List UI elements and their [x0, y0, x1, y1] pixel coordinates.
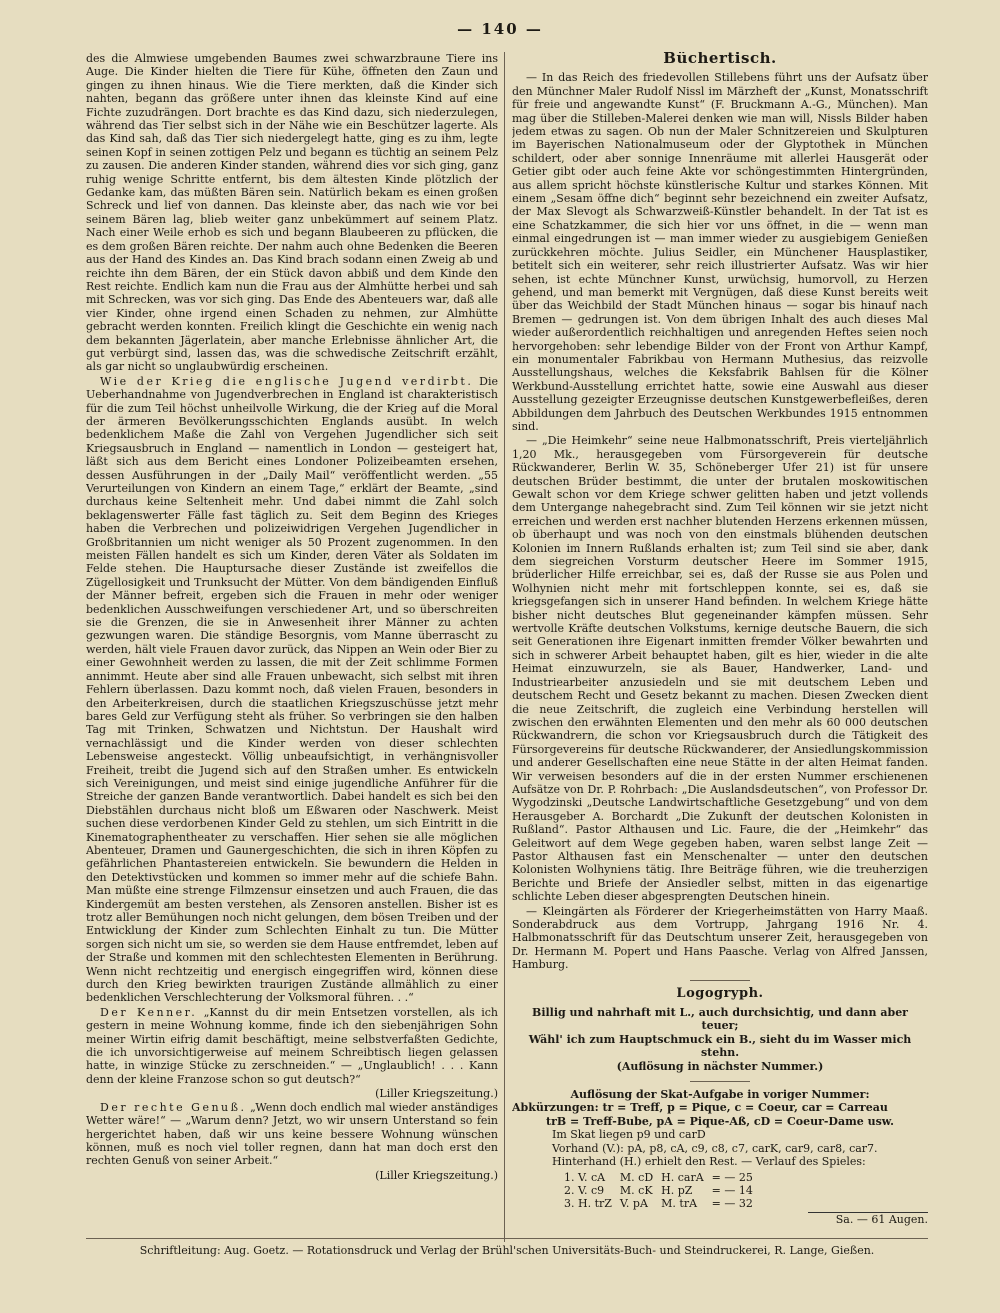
heimkehr-review: — „Die Heimkehr“ seine neue Halbmonatsschrift, Preis vierteljährlich 1,20 Mk., herausgegeben vom Fürsorgeverein für deutsche Rückwanderer, Berlin W. 35, Schöneberger Ufer 21) ist für unsere deutschen Brüder bestimmt, die unter der brutalen moskowitischen Gewalt schon vor dem Kriege schwer gelitten haben und jetzt vollends dem Untergange nahegebracht sind. Zum Teil können wir sie jetzt nicht erreichen und werden erst nachher blutenden Herzens erkennen müssen, ob überhaupt und was noch von den einstmals blühenden deutschen Kolonien im Innern Rußlands erhalten ist; zum Teil sind sie aber, dank dem siegreichen Vorsturm deutscher Heere im Sommer 1915, brüderlicher Hilfe erreichbar, sei es, daß der Russe sie aus Polen und Wolhynien nicht mehr mit fortschleppen konnte, sei es, daß sie kriegsgefangen sich in unserer Hand befinden. In welchem Kriege hätte bisher nicht deutsches Blut gegeneinander kämpfen müssen. Sehr wertvolle Kräfte deutschen Volkstums, kernige deutsche Bauern, die sich seit Generationen ihre Eigenart inmitten fremder Völker bewahrten und sich in schwerer Arbeit behauptet haben, gilt es hier, wieder in die alte Heimat einzuwurzeln, sie als Bauer, Handwerker, Land- und Industriearbeiter anzusiedeln und sie mit deutschem Leben und deutschem Recht und Gesetz bekannt zu machen. Diesen Zwecken dient die neue Zeitschrift, die zugleich eine Verbindung herstellen will zwischen den erwähnten Elementen und den mehr als 60 000 deutschen Rückwandrern, die schon vor Kriegsausbruch durch die Tätigkeit des Fürsorgevereins für deutsche Rückwanderer, der Ansiedlungskommission und anderer Gesellschaften eine neue Stätte in der alten Heimat fanden. Wir verweisen besonders auf die in der ersten Nummer erschienenen Aufsätze von Dr. P. Rohrbach: „Die Auslandsdeutschen“, von Professor Dr. Wygodzinski „Deutsche Landwirtschaftliche Gesetzgebung“ und von dem Herausgeber A. Borchardt „Die Zukunft der deutschen Kolonisten in Rußland“. Pastor Althausen und Lic. Faure, die der „Heimkehr“ das Geleitwort auf dem Wege gegeben haben, waren selbst lange Zeit — Pastor Althausen fast ein Menschenalter — unter den deutschen Kolonisten Wolhyniens tätig. Ihre Beiträge führen, wie die treuherzigen Berichte und Briefe der Ansiedler selbst, mitten in das eigenartige schlichte Leben dieser abgesprengten Deutschen hinein.	[512, 434, 928, 904]
logogriph-line: Wähl' ich zum Hauptschmuck ein B., sieht du im Wasser mich stehn.	[528, 1032, 912, 1060]
footer-rule	[86, 1238, 928, 1239]
kenner-anecdote	[86, 1006, 498, 1086]
kleingaerten-review: — Kleingärten als Förderer der Kriegerheimstätten von Harry Maaß. Sonderabdruck aus dem Vortrupp, Jahrgang 1916 Nr. 4. Halbmonatsschrift für das Deutschtum unserer Zeit, herausgegeben von Dr. Hermann M. Popert und Hans Paasche. Verlag von Alfred Janssen, Hamburg.	[512, 904, 928, 972]
table-row	[564, 1184, 761, 1197]
krieg-text: Die Ueberhandnahme von Jugendverbrechen in England ist charakteristisch für die zum Teil höchst unheilvolle Wirkung, die der Krieg auf die Moral der ärmeren Bevölkerungsschichten Englands ausübt. In welch bedenklichem Maße die Zahl von Vergehen Jugendlicher sich seit Kriegsausbruch in England — namentlich in London — gesteigert hat, läßt sich aus dem Bericht eines Londoner Polizeibeamten ersehen, dessen Ausführungen in der „Daily Mail“ veröffentlicht werden. „55 Verurteilungen von Kindern an einem Tage,“ erklärt der Beamte, „sind durchaus keine Seltenheit mehr. Und dabei nimmt die Zahl solch beklagenswerter Fälle fast täglich zu. Seit dem Beginn des Krieges haben die Verbrechen und polizeiwidrigen Vergehen Jugendlicher in Großbritannien um nicht weniger als 50 Prozent zugenommen. In den meisten Fällen handelt es sich um Kinder, deren Väter als Soldaten im Felde stehen. Die Hauptursache dieser Zustände ist zweifellos die Zügellosigkeit und Trunksucht der Mütter. Von dem bändigenden Einfluß der Männer befreit, ergeben sich die Frauen in mehr oder weniger bedenklichen Ausschweifungen verschiedener Art, und so überschreiten sie die Grenzen, die sie in Anwesenheit ihrer Männer zu achten gezwungen waren. Die ständige Besorgnis, vom Manne überrascht zu werden, hält viele Frauen davor zurück, das Nippen an Wein oder Bier zu einer Gewohnheit werden zu lassen, die mit der Zeit schlimme Formen annimmt. Heute aber sind alle Frauen unbewacht, sich selbst mit ihren Fehlern überlassen. Dazu kommt noch, daß vielen Frauen, besonders in den Arbeiterkreisen, durch die staatlichen Kriegszuschüsse jetzt mehr bares Geld zur Verfügung steht als früher. So verbringen sie den halben Tag mit Trinken, Schwatzen und Nichtstun. Der Haushalt wird vernachlässigt und die Kinder werden von dieser schlechten Lebensweise angesteckt. Völlig unbeaufsichtigt, in verhängnisvoller Freiheit, treibt die Jugend sich auf den Straßen umher. Es entwickeln sich Vereinigungen, und meist sind einige jugendliche Anführer für die Streiche der ganzen Bande verantwortlich. Dabei handelt es sich bei den Diebstählen durchaus nicht bloß um Eßwaren oder Naschwerk. Meist suchen diese verdorbenen Kinder Geld zu stehlen, um sich Eintritt in die Kinematographentheater zu verschaffen. Hier sehen sie alle möglichen Abenteuer, Dramen und Gaunergeschichten, die sich in ihren Köpfen zu gefährlichen Phantastereien entwickeln. Sie bewundern die Helden in den Detektivstücken und kommen so immer mehr auf die schiefe Bahn. Man müßte eine strenge Filmzensur einsetzen und auch Frauen, die das Kindergemüt am besten verstehen, als Zensoren anstellen. Bisher ist es trotz aller Bemühungen noch nicht gelungen, dem bösen Treiben und der Entwicklung der Kinder zum Schlechten Einhalt zu tun. Die Mütter sorgen sich nicht um sie, so werden sie dem Hause entfremdet, leben auf der Straße und kommen mit den schlechtesten Elementen in Berührung. Wenn nicht rechtzeitig und energisch eingegriffen wird, können diese durch den Krieg bewirkten traurigen Zustände allmählich zu einer bedenklichen Verschlechterung der Volksmoral führen. . .“	[86, 374, 498, 1005]
skat-total: Sa. — 61 Augen.	[835, 1212, 928, 1226]
skat-play-table	[564, 1171, 761, 1210]
table-cell: V. pA	[619, 1196, 648, 1210]
left-column	[86, 52, 498, 1232]
table-cell: H. pZ	[661, 1183, 693, 1197]
genuss-source: (Liller Kriegszeitung.)	[375, 1168, 498, 1182]
logogriph-note: (Auflösung in nächster Nummer.)	[616, 1059, 824, 1073]
krieg-title: Wie der Krieg die englische Jugend verdirbt.	[100, 374, 474, 388]
table-cell: 1. V. cA	[564, 1170, 606, 1184]
skat-abbreviations: trB = Treff-Bube, pA = Pique-Aß, cD = Coeur-Dame usw.	[546, 1114, 894, 1128]
table-cell: M. cD	[619, 1170, 654, 1184]
kenner-source: (Liller Kriegszeitung.)	[375, 1087, 498, 1101]
column-divider	[504, 52, 505, 1242]
imprint-footer: Schriftleitung: Aug. Goetz. — Rotationsdruck und Verlag der Brühl'schen Universitäts-Buch- und Steindruckerei, R. Lange, Gießen.	[139, 1244, 875, 1257]
buechertisch-heading: Büchertisch.	[663, 52, 777, 67]
right-column	[512, 52, 928, 1232]
section-divider	[690, 1081, 750, 1082]
skat-line: Im Skat liegen p9 und carD	[552, 1128, 706, 1142]
genuss-anecdote	[86, 1101, 498, 1168]
kenner-title: Der Kenner.	[100, 1005, 198, 1019]
bear-story-paragraph: des die Almwiese umgebenden Baumes zwei schwarzbraune Tiere ins Auge. Die Kinder hielten die Tiere für Kühe, öffneten den Zaun und gingen zu ihnen hinaus. Wie die Tiere merkten, daß die Kinder sich nahten, begann das größere unter ihnen das kleinste Kind auf eine Fichte zuzudrängen. Dort brachte es das Kind dazu, sich niederzulegen, während das Tier selbst sich in der Nähe wie ein Beschützer lagerte. Als das Kind sah, daß das Tier sich niedergelegt hatte, ging es zu ihm, legte seinen Kopf in seinen zottigen Pelz und begann es tüchtig an seinem Pelz zu zausen. Die anderen Kinder standen, während dies vor sich ging, ganz ruhig wenige Schritte entfernt, bis dem ältesten Kinde plötzlich der Gedanke kam, das müßten Bären sein. Natürlich bekam es einen großen Schreck und lief von dannen. Das kleinste aber, das nach wie vor bei seinem Bären lag, blieb weiter ganz unbekümmert auf seinem Platz. Nach einer Weile erhob es sich und begann Blaubeeren zu pflücken, die es dem großen Bären reichte. Der nahm auch ohne Bedenken die Beeren aus der Hand des Kindes an. Das Kind brach sodann einen Zweig ab und reichte ihn dem Bären, der ein Stück davon abbiß und dem Kinde den Rest reichte. Endlich kam nun die Frau aus der Almhütte herbei und sah mit Schrecken, was vor sich ging. Das Ende des Abenteuers war, daß alle vier Kinder, ohne irgend einen Schaden zu nehmen, zur Almhütte gebracht werden konnten. Freilich klingt die Geschichte ein wenig nach dem bekannten Jägerlatein, aber manche Erlebnisse ähnlicher Art, die gut verbürgt sind, lassen das, was die schwedische Zeitschrift erzählt, als gar nicht so unglaubwürdig erscheinen.	[86, 52, 498, 374]
table-cell: = — 14	[711, 1183, 753, 1197]
table-cell: 2. V. c9	[564, 1183, 605, 1197]
table-cell: H. carA	[661, 1170, 704, 1184]
kunst-review: — In das Reich des friedevollen Stillebens führt uns der Aufsatz über den Münchner Maler Rudolf Nissl im Märzheft der „Kunst, Monatsschrift für freie und angewandte Kunst“ (F. Bruckmann A.-G., München). Man mag über die Stilleben-Malerei denken wie man will, Nissls Bilder haben jedem etwas zu sagen. Ob nun der Maler Schnitzereien und Skulpturen im Bayerischen Nationalmuseum oder der Glyptothek in München schildert, oder aber sonnige Innenräume mit allerlei Hausgerät oder Getier gibt oder auch feine Akte vor schöngestimmten Hintergründen, aus allem spricht höchste künstlerische Kultur und starkes Können. Mit einem „Sesam öffne dich“ beginnt sehr bezeichnend ein zweiter Aufsatz, der Max Slevogt als Schwarzweiß-Künstler behandelt. In der Tat ist es eine Schatzkammer, die sich hier vor uns öffnet, in die — wenn man einmal eingedrungen ist — man immer wieder zu ausgiebigem Genießen zurückkehren möchte. Julius Seidler, ein Münchener Hausplastiker, betitelt sich ein weiterer, sehr reich illustrierter Aufsatz. Was wir hier sehen, ist echte Münchner Kunst, urwüchsig, humorvoll, zu Herzen gehend, und man bemerkt mit Vergnügen, daß diese Kunst bereits weit über das Weichbild der Stadt München hinaus — sogar bis hinauf nach Bremen — gedrungen ist. Von dem übrigen Inhalt des auch dieses Mal wieder außerordentlich reichhaltigen und anregenden Heftes seien noch hervorgehoben: sehr lebendige Bilder von der Front von Arthur Kampf, ein monumentaler Fabrikbau von Hermann Muthesius, das reizvolle Ausstellungshaus, welches die Keksfabrik Bahlsen für die Kölner Werkbund-Ausstellung errichtet hatte, sowie eine Auswahl aus dieser Ausstellung gezeigter Erzeugnisse deutschen Kunstgewerbefleißes, deren Abbildungen dem Jahrbuch des Deutschen Werkbundes 1915 entnommen sind.	[512, 71, 928, 433]
section-divider	[690, 980, 750, 981]
table-cell: = — 32	[711, 1196, 753, 1210]
table-cell: M. trA	[661, 1196, 698, 1210]
table-cell: = — 25	[711, 1170, 753, 1184]
skat-abbreviations: Abkürzungen: tr = Treff, p = Pique, c = Coeur, car = Carreau	[512, 1101, 888, 1115]
logogriph-line: Billig und nahrhaft mit L., auch durchsichtig, und dann aber teuer;	[532, 1006, 908, 1033]
skat-line: Hinterhand (H.) erhielt den Rest. — Verlauf des Spieles:	[552, 1155, 866, 1169]
genuss-text: „Wenn doch endlich mal wieder anständiges Wetter wäre!“ — „Warum denn? Jetzt, wo wir unsern Unterstand so fein hergerichtet haben, daß wir uns keine bessere Wohnung wünschen können, muß es noch viel toller regnen, dann hat man doch erst den rechten Genuß von seiner Arbeit.“	[86, 1100, 498, 1168]
skat-line: Vorhand (V.): pA, p8, cA, c9, c8, c7, carK, car9, car8, car7.	[552, 1141, 878, 1155]
skat-heading: Auflösung der Skat-Aufgabe in voriger Nummer:	[570, 1088, 870, 1102]
krieg-article	[86, 375, 498, 1005]
table-row	[564, 1197, 761, 1210]
table-row	[564, 1171, 761, 1184]
genuss-title: Der rechte Genuß.	[100, 1100, 247, 1114]
logogriph-heading: Logogryph.	[676, 985, 764, 1001]
table-cell: M. cK	[619, 1183, 653, 1197]
kenner-text: „Kannst du dir mein Entsetzen vorstellen, als ich gestern in meine Wohnung komme, finde ich den siebenjährigen Sohn meiner Wirtin eifrig damit beschäftigt, meine selbstverfaßten Gedichte, die ich unvorsichtigerweise auf meinem Schreibtisch liegen gelassen hatte, in winzige Stücke zu zerschneiden.“ — „Unglaublich! . . . Kann denn der kleine Franzose schon so gut deutsch?“	[86, 1005, 498, 1086]
table-cell: 3. H. trZ	[564, 1196, 612, 1210]
page-number: — 140 —	[457, 20, 543, 38]
